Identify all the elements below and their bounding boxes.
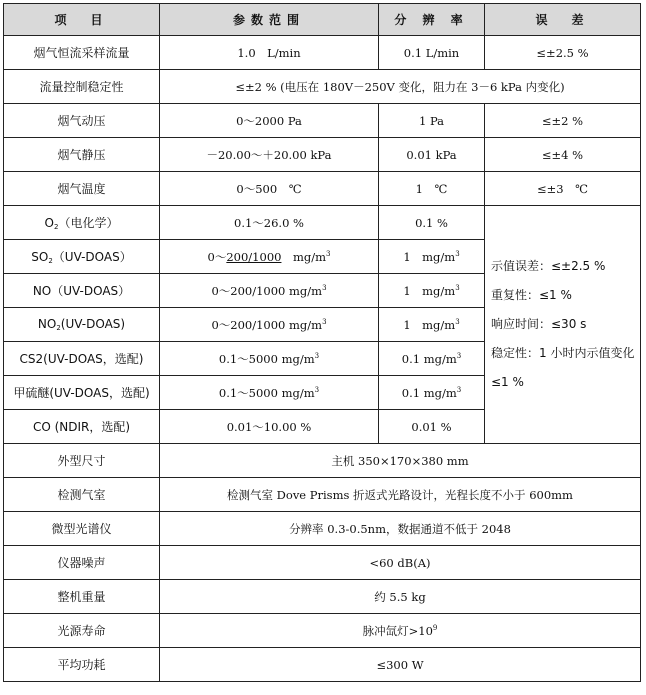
superscript: 3 [326, 249, 331, 258]
row-name: 烟气温度 [4, 172, 160, 206]
row-name: 烟气动压 [4, 104, 160, 138]
table-row [4, 104, 641, 138]
row-error: ≤±2 % [485, 104, 641, 138]
row-name [4, 240, 160, 274]
row-resolution: 0.01 kPa [379, 138, 485, 172]
superscript: 9 [432, 623, 438, 632]
header-range: 参数范围 [160, 4, 379, 36]
name-text: O [44, 216, 54, 230]
name-text: （UV-DOAS） [52, 250, 132, 264]
merged-error-cell [485, 206, 641, 444]
row-resolution [379, 274, 485, 308]
row-range [160, 342, 379, 376]
value-text: 脉冲氙灯>10 [362, 623, 433, 638]
row-resolution [379, 342, 485, 376]
row-range [160, 376, 379, 410]
resolution-text: 0.1 mg/m [401, 351, 457, 366]
superscript: 3 [322, 317, 327, 326]
header-item: 项 目 [4, 4, 160, 36]
row-name: NO（UV-DOAS） [4, 274, 160, 308]
merged-error-line: 示值误差：≤±2.5 % [491, 259, 606, 273]
superscript: 3 [455, 283, 460, 292]
table-row [4, 546, 641, 580]
row-resolution: 0.1 L/min [379, 36, 485, 70]
row-error: ≤±4 % [485, 138, 641, 172]
table-row [4, 478, 641, 512]
table-row [4, 444, 641, 478]
row-value: 分辨率 0.3-0.5nm，数据通道不低于 2048 [160, 512, 641, 546]
table-row [4, 70, 641, 104]
superscript: 3 [455, 249, 460, 258]
row-name: 整机重量 [4, 580, 160, 614]
merged-error-line: 稳定性：1 小时内示值变化≤1 % [491, 346, 635, 389]
subscript: 2 [56, 324, 61, 332]
table-row [4, 512, 641, 546]
resolution-text: 1 mg/m [403, 317, 456, 332]
superscript: 3 [322, 283, 327, 292]
row-range: 0～2000 Pa [160, 104, 379, 138]
row-resolution [379, 240, 485, 274]
row-name: CO (NDIR，选配) [4, 410, 160, 444]
merged-error-line: 响应时间：≤30 s [491, 317, 587, 331]
row-name: CS2(UV-DOAS，选配) [4, 342, 160, 376]
header-resolution: 分 辨 率 [379, 4, 485, 36]
range-text: 0.1～5000 mg/m [218, 351, 315, 366]
row-resolution: 1 Pa [379, 104, 485, 138]
table-row [4, 648, 641, 682]
table-row [4, 206, 641, 240]
superscript: 3 [314, 385, 320, 394]
row-name: 烟气恒流采样流量 [4, 36, 160, 70]
row-value: ≤300 W [160, 648, 641, 682]
name-text: (UV-DOAS) [60, 317, 126, 331]
range-text: 0～200/1000 mg/m [211, 283, 323, 298]
row-range: 0～500 ℃ [160, 172, 379, 206]
row-name: 检测气室 [4, 478, 160, 512]
table-row [4, 36, 641, 70]
row-name [4, 308, 160, 342]
range-text: mg/m [281, 249, 326, 264]
row-value [160, 614, 641, 648]
range-text: 0.1～5000 mg/m [218, 385, 315, 400]
name-text: SO [31, 250, 49, 264]
row-range: 0.01～10.00 % [160, 410, 379, 444]
row-resolution: 0.1 % [379, 206, 485, 240]
subscript: 2 [48, 257, 53, 265]
row-resolution: 0.01 % [379, 410, 485, 444]
row-value: 约 5.5 kg [160, 580, 641, 614]
name-text: （电化学） [58, 216, 119, 230]
merged-error-line: 重复性：≤1 % [491, 288, 572, 302]
resolution-text: 1 mg/m [403, 283, 456, 298]
row-resolution [379, 308, 485, 342]
resolution-text: 1 mg/m [403, 249, 456, 264]
table-row [4, 138, 641, 172]
name-text: NO [37, 317, 57, 331]
spec-table [3, 3, 641, 682]
row-range [160, 308, 379, 342]
row-range: 0.1～26.0 % [160, 206, 379, 240]
superscript: 3 [456, 385, 462, 394]
superscript: 3 [456, 351, 462, 360]
resolution-text: 0.1 mg/m [401, 385, 457, 400]
row-resolution: 1 ℃ [379, 172, 485, 206]
row-value: ≤±2 % (电压在 180V－250V 变化，阻力在 3－6 kPa 内变化) [160, 70, 641, 104]
row-name: 外型尺寸 [4, 444, 160, 478]
row-value: <60 dB(A) [160, 546, 641, 580]
superscript: 3 [455, 317, 460, 326]
row-name: 微型光谱仪 [4, 512, 160, 546]
header-error: 误 差 [485, 4, 641, 36]
row-name: 甲硫醚(UV-DOAS，选配) [4, 376, 160, 410]
table-row [4, 614, 641, 648]
row-range [160, 274, 379, 308]
row-name [4, 206, 160, 240]
superscript: 3 [314, 351, 320, 360]
range-text: 0～ [207, 249, 227, 264]
row-resolution [379, 376, 485, 410]
row-value: 主机 350×170×380 mm [160, 444, 641, 478]
row-name: 平均功耗 [4, 648, 160, 682]
table-row [4, 172, 641, 206]
row-name: 烟气静压 [4, 138, 160, 172]
subscript: 2 [53, 223, 59, 231]
row-name: 流量控制稳定性 [4, 70, 160, 104]
range-text: 0～200/1000 mg/m [211, 317, 323, 332]
row-range: 1.0 L/min [160, 36, 379, 70]
row-range: －20.00～＋20.00 kPa [160, 138, 379, 172]
row-error: ≤±2.5 % [485, 36, 641, 70]
header-row [4, 4, 641, 36]
row-value: 检测气室 Dove Prisms 折返式光路设计，光程长度不小于 600mm [160, 478, 641, 512]
row-name: 光源寿命 [4, 614, 160, 648]
range-underlined: 200/1000 [226, 249, 282, 264]
row-name: 仪器噪声 [4, 546, 160, 580]
row-error: ≤±3 ℃ [485, 172, 641, 206]
table-row [4, 580, 641, 614]
row-range [160, 240, 379, 274]
